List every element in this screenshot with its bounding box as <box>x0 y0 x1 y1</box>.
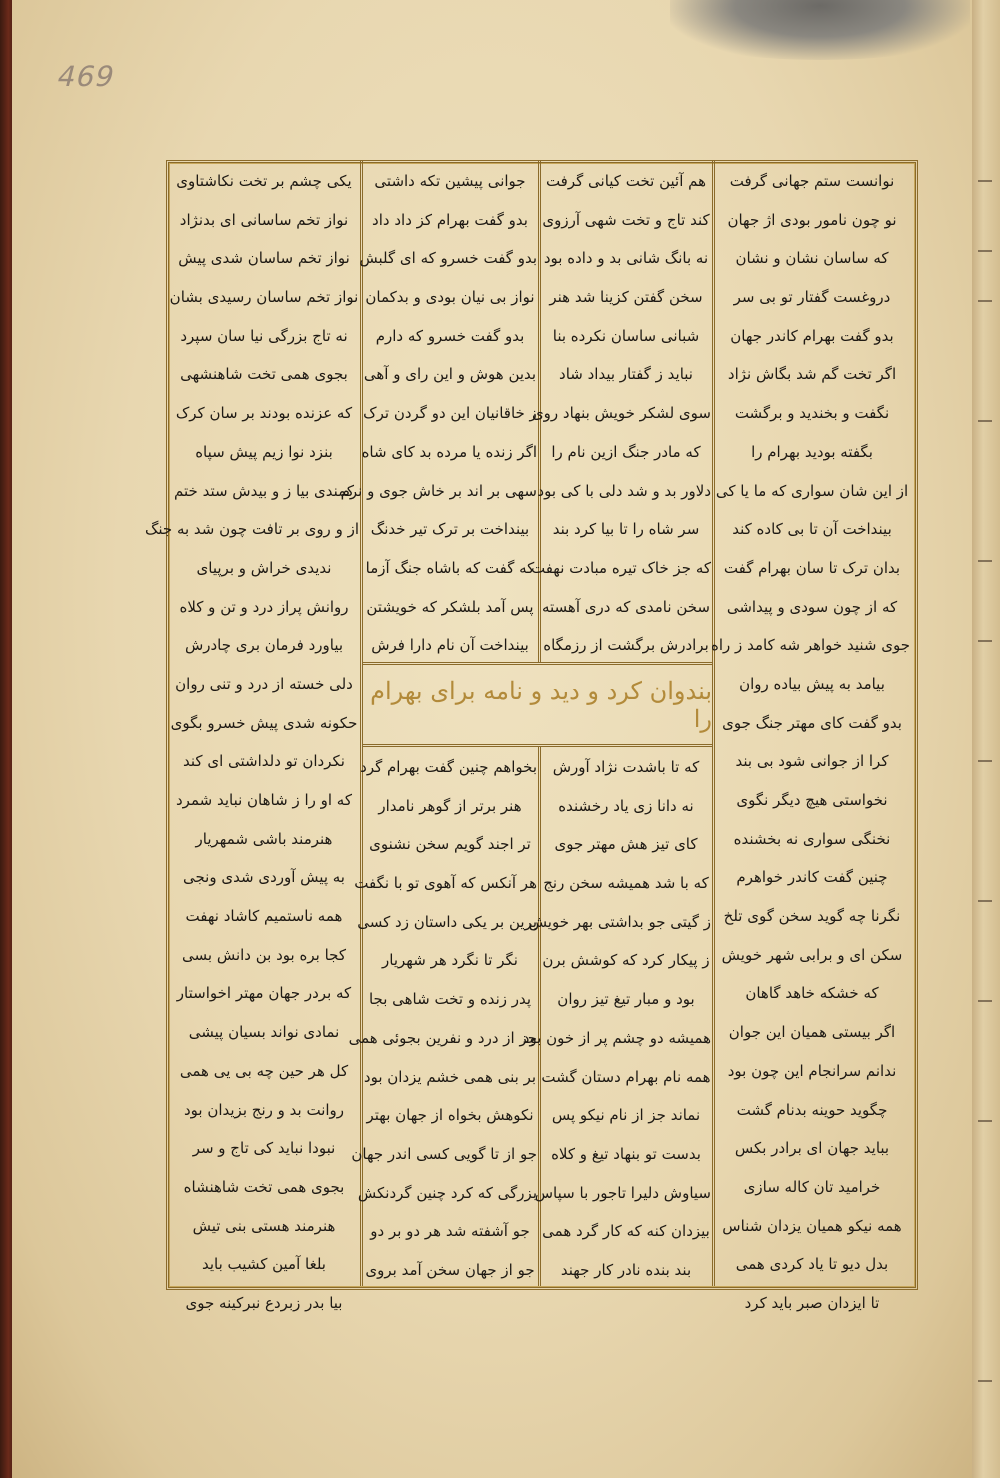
verse-line: برادرش برگشت از رزمگاه <box>543 636 709 655</box>
verse-line: چگوید حوینه بدنام گشت <box>736 1100 888 1119</box>
verse-line: بینداخت آن تا بی کاده کند <box>732 520 892 539</box>
text-column-left <box>144 162 359 1312</box>
verse-line: بدو گفت خسرو که دارم <box>375 326 525 345</box>
section-heading: بندوان کرد و دید و نامه برای بهرام را <box>370 677 712 733</box>
verse-line: سخن نامدی که دری آهسته <box>541 597 710 616</box>
heading-rule-bottom <box>362 744 712 747</box>
verse-line: حکونه شدی پیش خسرو بگوی <box>170 713 358 732</box>
verse-line: بر بنی همی خشم یزدان بود <box>363 1067 537 1086</box>
verse-line: بدست تو بنهاد تیغ و کلاه <box>551 1144 701 1163</box>
verse-line: بود و مبار تیغ تیز روان <box>557 990 695 1009</box>
verse-line: بخواهم چنین گفت بهرام گرد <box>360 758 537 776</box>
verse-line: سوی لشکر خویش بنهاد روی <box>531 404 711 423</box>
verse-line: دلاور بد و شد دلی با کی بود <box>537 481 711 500</box>
verse-line: بیزدان کنه که کار گرد همی <box>542 1222 710 1241</box>
verse-line: که ساسان نشان و نشان <box>735 249 889 268</box>
verse-line: که جز خاک تیره مبادت نهفت <box>530 558 711 577</box>
verse-line: بدو گفت خسرو که ای گلبش <box>359 249 537 268</box>
verse-line: بند بنده نادر کار جهند <box>560 1260 692 1279</box>
verse-line: بیاورد فرمان بری چادرش <box>184 636 344 655</box>
verse-line: روانش پراز درد و تن و کلاه <box>179 597 349 616</box>
verse-line: نوانست ستم جهانی گرفت <box>729 172 895 190</box>
verse-line: که گفت که باشاه جنگ آزما <box>365 558 535 577</box>
verse-line: نگفت و بخندید و برگشت <box>734 404 890 423</box>
verse-line: بدو گفت بهرام کز داد داد <box>372 210 528 229</box>
verse-line: هنرمند هستی بنی تیش <box>192 1216 336 1235</box>
verse-line: بدین هوش و این رای و آهی <box>363 365 537 384</box>
verse-line: بزرگی که کرد چنین گردنکش <box>357 1183 537 1202</box>
verse-line: بجوی همی تخت شاهنشهی <box>180 365 348 384</box>
verse-line: کای تیز هش مهتر جوی <box>554 835 698 854</box>
verse-line: نواز تخم ساسان شدی پیش <box>178 249 350 268</box>
verse-line: تا ایزدان صبر باید کرد <box>744 1293 880 1312</box>
verse-line: کمندی بیا ز و بیدش ستد ختم <box>174 481 354 500</box>
verse-line: اگر زنده یا مرده بد کای شاه <box>361 442 537 461</box>
verse-line: جوی شنید خواهر شه کامد ز راه <box>711 636 910 655</box>
verse-line: همیشه دو چشم پر از خون بود <box>522 1028 711 1047</box>
verse-line: نکوهش بخواه از جهان بهتر <box>366 1106 534 1125</box>
text-column-inner-right-lower <box>522 748 711 1284</box>
verse-line: سکن ای و برابی شهر خویش <box>721 945 903 964</box>
verse-line: نواز تخم ساسان رسیدی بشان <box>169 288 359 307</box>
verse-line: بدان ترک تا سان بهرام گفت <box>723 558 901 577</box>
verse-line: بینداخت بر ترک تیر خدنگ <box>370 520 530 539</box>
verse-line: نواز بی نیان بودی و بدکمان <box>365 288 535 307</box>
verse-line: سر شاه را تا بیا کرد بند <box>552 520 700 539</box>
verse-line: از و روی بر تافت چون شد به جنگ <box>144 520 359 539</box>
verse-line: همه نام بهرام دستان گشت <box>541 1067 711 1086</box>
verse-line: نواز تخم ساسانی ای بدنژاد <box>179 210 349 229</box>
verse-line: که تا باشدت نژاد آورش <box>552 758 700 776</box>
verse-line: سیاوش دلیرا تاجور با سپاس <box>534 1183 711 1202</box>
verse-line: نخنگی سواری نه بخشنده <box>733 829 891 848</box>
verse-line: برین بر یکی داستان زد کسی <box>357 912 537 931</box>
verse-line: جو آشفته شد هر دو بر دو <box>370 1222 530 1241</box>
verse-line: بلغا آمین کشیب باید <box>202 1255 326 1274</box>
verse-line: که از چون سودی و پیداشی <box>726 597 898 616</box>
verse-line: پس آمد بلشکر که خویشتن <box>366 597 534 616</box>
verse-line: ز پیکار کرد که کوشش برن <box>542 951 710 970</box>
verse-line: جوانی پیشین تکه داشتی <box>374 172 526 190</box>
verse-line: بباید جهان ای برادر بکس <box>734 1139 890 1158</box>
verse-line: نبودا نباید کی تاج و سر <box>192 1139 336 1158</box>
verse-line: جو از تا گویی کسی اندر جهان <box>351 1144 537 1163</box>
verse-line: جز از درد و نفرین بجوئی همی <box>348 1028 537 1047</box>
verse-line: سهی بر اند بر خاش جوی و نرم <box>340 481 537 500</box>
verse-line: بدو گفت کای مهتر جنگ جوی <box>722 713 902 732</box>
verse-line: ز گیتی جو بداشتی بهر خویش <box>528 912 711 931</box>
verse-line: نه تاج بزرگی نیا سان سپرد <box>180 326 348 345</box>
verse-line: به پیش آوردی شدی ونجی <box>183 868 345 887</box>
verse-line: نماند جز از نام نیکو پس <box>551 1106 701 1125</box>
text-column-inner-left-lower <box>348 748 537 1284</box>
verse-line: چنین گفت کاندر خواهرم <box>736 868 888 887</box>
verse-line: که او را ز شاهان نباید شمرد <box>175 791 352 809</box>
verse-line: نخواستی هیچ دیگر نگوی <box>736 791 888 809</box>
verse-line: نه بانگ شانی بد و داده بود <box>543 249 709 268</box>
verse-line: همه نیکو همیان یزدان شناس <box>722 1216 902 1235</box>
text-column-inner-right-upper <box>530 162 711 662</box>
verse-line: نمادی نواند بسیان پیشی <box>188 1023 340 1042</box>
verse-line: همه ناستمیم کاشاد نهفت <box>185 907 343 926</box>
verse-line: نو چون نامور بودی اژ جهان <box>727 210 897 229</box>
verse-line: که عزنده بودند بر سان کرک <box>175 404 353 423</box>
verse-line: نگر تا نگرد هر شهریار <box>382 951 518 970</box>
verse-line: کند تاج و تخت شهی آرزوی <box>542 210 710 229</box>
facing-page-edge <box>972 0 1000 1478</box>
verse-line: تر اجند گویم سخن نشنوی <box>369 835 531 854</box>
verse-line: ندیدی خراش و برپیای <box>196 558 332 577</box>
verse-line: که مادر جنگ ازین نام را <box>551 442 701 461</box>
verse-line: بجوی همی تخت شاهنشاه <box>183 1177 345 1196</box>
verse-line: هم آئین تخت کیانی گرفت <box>545 172 707 190</box>
verse-line: جو از جهان سخن آمد بروی <box>365 1260 535 1279</box>
verse-line: بگفته بودید بهرام را <box>751 442 873 461</box>
verse-line: کل هر حین چه بی یی همی <box>179 1061 349 1080</box>
verse-line: شبانی ساسان نکرده بنا <box>552 326 700 345</box>
folio-number: 469 <box>53 60 119 93</box>
verse-line: یکی چشم بر تخت نکاشتاوی <box>176 172 352 190</box>
verse-line: بیامد به پیش بیاده روان <box>739 674 885 693</box>
verse-line: که خشکه خاهد گاهان <box>745 984 879 1003</box>
verse-line: دلی خسته از درد و تنی روان <box>175 674 353 693</box>
verse-line: دروغست گفتار تو بی سر <box>733 288 891 307</box>
verse-line: که با شد همیشه سخن رنج <box>543 874 709 893</box>
page-stain <box>670 0 970 60</box>
verse-line: نگرنا چه گوید سخن گوی تلخ <box>723 907 901 926</box>
verse-line: اگر تخت گم شد بگاش نژاد <box>727 365 897 384</box>
verse-line: پدر زنده و تخت شاهی بجا <box>368 990 532 1009</box>
verse-line: بدل دیو تا یاد کردی همی <box>735 1255 889 1274</box>
verse-line: کرا از جوانی شود بی بند <box>735 752 889 771</box>
verse-line: ز خاقانیان این دو گردن ترک <box>363 404 537 423</box>
verse-line: بدو گفت بهرام کاندر جهان <box>730 326 894 345</box>
verse-line: نکردان تو دلداشتی ای کند <box>183 752 345 771</box>
verse-line: سخن گفتن کزینا شد هنر <box>549 288 703 307</box>
verse-line: از این شان سواری که ما یا کی <box>715 481 909 500</box>
verse-line: بنزد نوا زیم پیش سپاه <box>195 442 333 461</box>
verse-line: نه دانا زی یاد رخشنده <box>558 796 694 815</box>
verse-line: نباید ز گفتار بیداد شاد <box>559 365 693 384</box>
text-column-inner-left-upper <box>340 162 537 662</box>
verse-line: هر آنکس که آهوی تو با نگفت <box>354 874 537 893</box>
verse-line: هنرمند باشی شمهریار <box>195 829 333 848</box>
verse-line: کجا بره بود بن دانش بسی <box>182 945 346 964</box>
verse-line: روانت بد و رنج بزیدان بود <box>183 1100 345 1119</box>
verse-line: که بردر جهان مهتر اخواستار <box>176 984 352 1003</box>
verse-line: بینداخت آن نام دارا فرش <box>371 636 529 655</box>
verse-line: اگر بیستی همیان این جوان <box>728 1023 896 1042</box>
verse-line: بیا بدر زبردع نبرکینه جوی <box>185 1293 343 1312</box>
verse-line: ندانم سرانجام این چون بود <box>727 1061 897 1080</box>
text-column-right <box>711 162 910 1312</box>
verse-line: خرامید تان کاله سازی <box>743 1177 881 1196</box>
verse-line: هنر برتر از گوهر نامدار <box>378 796 522 815</box>
